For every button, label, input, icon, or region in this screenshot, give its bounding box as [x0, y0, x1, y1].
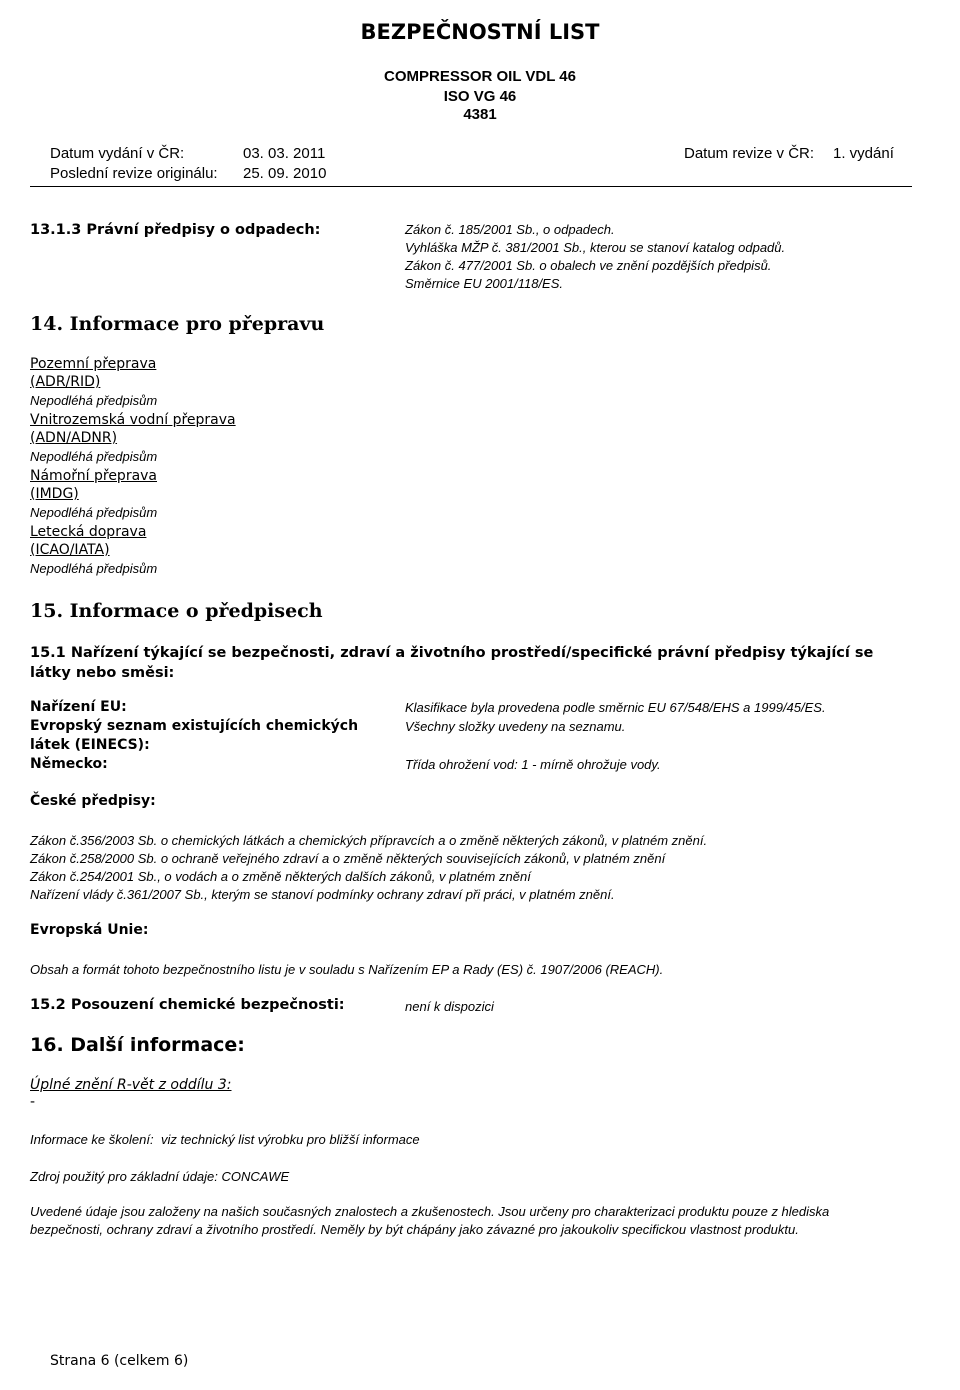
transport-code: (IMDG): [30, 486, 79, 502]
waste-heading: 13.1.3 Právní předpisy o odpadech:: [30, 222, 321, 238]
header-divider: [30, 186, 912, 187]
section-16-heading: 16. Další informace:: [30, 1034, 245, 1056]
product-grade: ISO VG 46: [443, 88, 517, 105]
czech-law-line: Zákon č.254/2001 Sb., o vodách a o změně některých dalších zákonů, v platném znění: [30, 869, 531, 884]
einecs-label-cont: látek (EINECS):: [30, 737, 150, 753]
section-15-1-heading: 15.1 Nařízení týkající se bezpečnosti, zdraví a životního prostředí/specifické právní předpisy týkající se: [30, 645, 874, 661]
germany-label: Německo:: [30, 756, 108, 772]
revision-value: 1. vydání: [833, 145, 894, 162]
disclaimer-line: bezpečnosti, ochrany zdraví a životního prostředí. Neměly by být chápány jako závazné pro jakoukoliv specifickou vlastnost produktu.: [30, 1222, 799, 1237]
transport-mode: Letecká doprava: [30, 524, 147, 540]
eu-regulation-value: Klasifikace byla provedena podle směrnic EU 67/548/EHS a 1999/45/ES.: [405, 700, 826, 715]
transport-code: (ADN/ADNR): [30, 430, 118, 446]
transport-status: Nepodléhá předpisům: [30, 505, 158, 520]
transport-mode: Vnitrozemská vodní přeprava: [30, 412, 236, 428]
product-code: 4381: [463, 106, 497, 123]
transport-code: (ICAO/IATA): [30, 542, 110, 558]
transport-status: Nepodléhá předpisům: [30, 449, 158, 464]
revision-label: Datum revize v ČR:: [684, 145, 815, 162]
data-source: Zdroj použitý pro základní údaje: CONCAWE: [30, 1169, 290, 1184]
issue-date-label: Datum vydání v ČR:: [50, 145, 185, 162]
document-title: BEZPEČNOSTNÍ LIST: [360, 20, 600, 44]
training-value: viz technický list výrobku pro bližší informace: [161, 1132, 420, 1147]
disclaimer-line: Uvedené údaje jsou založeny na našich současných znalostech a zkušenostech. Jsou určeny pro charakterizaci produktu pouze z hlediska: [30, 1204, 830, 1219]
section-15-heading: 15. Informace o předpisech: [30, 600, 323, 622]
eu-heading: Evropská Unie:: [30, 922, 149, 938]
section-15-2-value: není k dispozici: [405, 999, 494, 1014]
transport-mode: Pozemní přeprava: [30, 356, 157, 372]
training-label: Informace ke školení:: [30, 1132, 154, 1147]
r-phrases-heading: Úplné znění R-vět z oddílu 3:: [30, 1077, 232, 1093]
waste-law-line: Zákon č. 477/2001 Sb. o obalech ve znění pozdějších předpisů.: [405, 258, 772, 273]
czech-regulations-heading: České předpisy:: [30, 793, 156, 809]
page-number: Strana 6 (celkem 6): [50, 1353, 189, 1369]
czech-law-line: Zákon č.258/2000 Sb. o ochraně veřejného zdraví a o změně některých souvisejících zákonů, v platném znění: [30, 851, 666, 866]
section-15-2-label: 15.2 Posouzení chemické bezpečnosti:: [30, 997, 345, 1013]
waste-law-line: Vyhláška MŽP č. 381/2001 Sb., kterou se stanoví katalog odpadů.: [405, 240, 786, 255]
czech-law-line: Nařízení vlády č.361/2007 Sb., kterým se stanoví podmínky ochrany zdraví při práci, v platném znění.: [30, 887, 615, 902]
eu-regulation-label: Nařízení EU:: [30, 699, 127, 715]
einecs-label: Evropský seznam existujících chemických: [30, 718, 359, 734]
last-revision-label: Poslední revize originálu:: [50, 165, 218, 182]
transport-status: Nepodléhá předpisům: [30, 393, 158, 408]
einecs-value: Všechny složky uvedeny na seznamu.: [405, 719, 626, 734]
section-14-heading: 14. Informace pro přepravu: [30, 313, 325, 335]
section-15-1-heading-cont: látky nebo směsi:: [30, 665, 175, 681]
germany-value: Třída ohrožení vod: 1 - mírně ohrožuje vody.: [405, 757, 661, 772]
transport-mode: Námořní přeprava: [30, 468, 158, 484]
waste-law-line: Směrnice EU 2001/118/ES.: [405, 276, 564, 291]
transport-code: (ADR/RID): [30, 374, 101, 390]
waste-law-line: Zákon č. 185/2001 Sb., o odpadech.: [405, 222, 615, 237]
transport-status: Nepodléhá předpisům: [30, 561, 158, 576]
issue-date-value: 03. 03. 2011: [243, 145, 326, 162]
last-revision-date: 25. 09. 2010: [243, 165, 327, 182]
product-name: COMPRESSOR OIL VDL 46: [384, 68, 576, 85]
r-phrases-value: -: [30, 1094, 36, 1110]
czech-law-line: Zákon č.356/2003 Sb. o chemických látkách a chemických přípravcích a o změně některých zákonů, v platném znění.: [30, 833, 708, 848]
eu-text: Obsah a formát tohoto bezpečnostního listu je v souladu s Nařízením EP a Rady (ES) č. 1907/2006 (REACH).: [30, 962, 664, 977]
